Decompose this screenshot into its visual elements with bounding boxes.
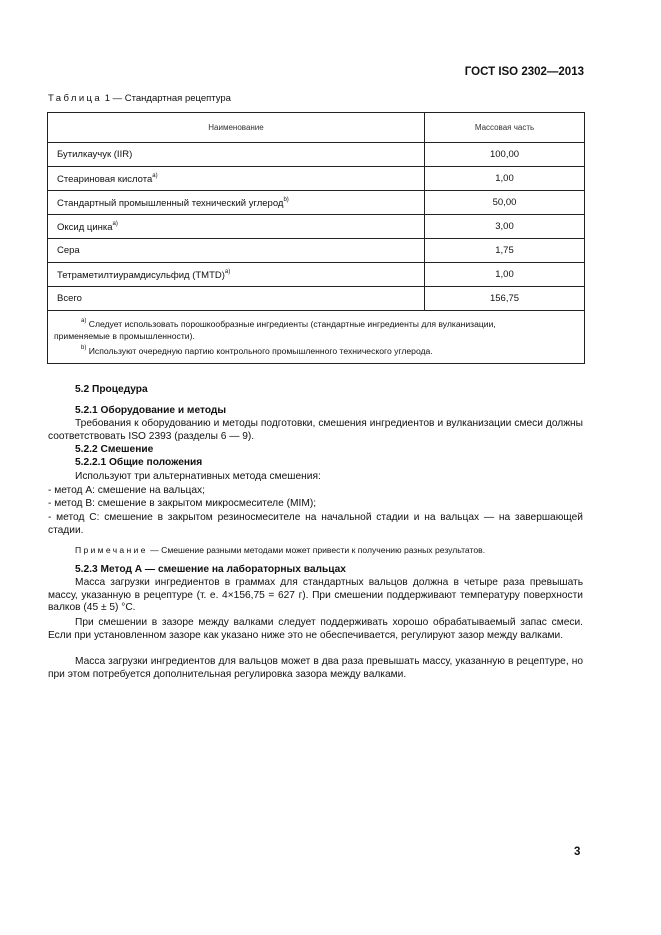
document-code: ГОСТ ISO 2302—2013: [464, 66, 584, 78]
table-footnotes-row: [48, 311, 585, 364]
table-caption-word: Таблица: [48, 93, 103, 104]
recipe-table: [47, 112, 585, 364]
ingredient-mass: 1,00: [425, 167, 585, 191]
footnote-ref: a): [112, 220, 118, 227]
table-row: [48, 215, 585, 239]
ingredient-mass: 50,00: [425, 191, 585, 215]
table-header-row: [48, 113, 585, 143]
heading-5-2-1: 5.2.1 Оборудование и методы: [75, 405, 227, 416]
ingredient-mass: 100,00: [425, 143, 585, 167]
table-row: [48, 191, 585, 215]
note-label: Примечание: [75, 545, 148, 555]
column-header-name: Наименование: [48, 113, 425, 143]
ingredient-label: Оксид цинка: [57, 221, 113, 233]
footnote-b-mark: b): [81, 345, 87, 351]
paragraph-5-2-3-1: Масса загрузки ингредиентов в граммах для стандартных вальцов должна в четыре раза превышать массу, указанную в рецептуре (т. е. 4×156,75 = 627 г). При смешении поддерживают температуру поверхности валков (45 ± 5) °С.: [48, 577, 583, 613]
list-item-method-c: - метод С: смешение в закрытом резиносмесителе на начальной стадии и на вальцах — на завершающей стадии.: [48, 512, 583, 536]
footnote-a-continuation: применяемые в промышленности).: [54, 331, 195, 341]
ingredient-name: [48, 215, 425, 239]
list-item-method-b: - метод В: смешение в закрытом микросмесителе (MIM);: [48, 498, 317, 509]
heading-5-2: 5.2 Процедура: [75, 384, 148, 395]
table-row: [48, 263, 585, 287]
table-caption: [48, 93, 231, 104]
footnote-a: [54, 315, 581, 330]
ingredient-name: [48, 191, 425, 215]
footnote-b-text: Используют очередную партию контрольного промышленного технического углерода.: [86, 346, 433, 356]
footnote-ref: a): [152, 172, 158, 179]
footnote-ref: b): [283, 196, 289, 203]
ingredient-mass: 3,00: [425, 215, 585, 239]
table-row: [48, 143, 585, 167]
total-mass: 156,75: [425, 287, 585, 311]
heading-5-2-2-1: 5.2.2.1 Общие положения: [75, 457, 203, 468]
ingredient-name: [48, 239, 425, 263]
total-label: Всего: [48, 287, 425, 311]
ingredient-label: Стеариновая кислота: [57, 173, 153, 185]
paragraph-5-2-3-3: Масса загрузки ингредиентов для вальцов может в два раза превышать массу, указанную в рецептуре, но при этом потребуется дополнительная регулировка зазора между валками.: [48, 656, 583, 680]
page-number: 3: [574, 846, 581, 858]
ingredient-name: [48, 167, 425, 191]
ingredient-mass: 1,75: [425, 239, 585, 263]
ingredient-name: [48, 263, 425, 287]
footnote-a-mark: a): [81, 318, 87, 324]
ingredient-label: Стандартный промышленный технический углерод: [57, 197, 284, 209]
table-footnotes: [48, 311, 585, 364]
ingredient-mass: 1,00: [425, 263, 585, 287]
ingredient-label: Сера: [57, 245, 80, 256]
column-header-mass: Массовая часть: [425, 113, 585, 143]
ingredient-label: Тетраметилтиурамдисульфид (TMTD): [57, 269, 225, 281]
table-row-total: [48, 287, 585, 311]
note-text: — Смешение разными методами может привести к получению разных результатов.: [147, 545, 486, 555]
table-row: [48, 239, 585, 263]
paragraph-5-2-3-2: При смешении в зазоре между валками следует поддерживать хорошо обрабатываемый запас смеси. Если при установленном зазоре как указано ниже это не обеспечивается, регулируют зазор между валками.: [48, 617, 583, 641]
heading-5-2-3: 5.2.3 Метод А — смешение на лабораторных вальцах: [75, 564, 346, 575]
table-caption-title: 1 — Стандартная рецептура: [102, 93, 231, 104]
table-row: [48, 167, 585, 191]
list-item-method-a: - метод А: смешение на вальцах;: [48, 485, 205, 496]
footnote-b: [54, 342, 581, 357]
paragraph-5-2-1: Требования к оборудованию и методы подготовки, смешения ингредиентов и вулканизации смеси должны соответствовать ISO 2393 (разделы 6 — 9).: [48, 418, 583, 442]
heading-5-2-2: 5.2.2 Смешение: [75, 444, 154, 455]
paragraph-methods-intro: Используют три альтернативных метода смешения:: [75, 471, 321, 482]
ingredient-label: Бутилкаучук (IIR): [57, 149, 133, 160]
footnote-ref: a): [224, 268, 231, 275]
note: [48, 544, 583, 557]
ingredient-name: [48, 143, 425, 167]
footnote-a-text: Следует использовать порошкообразные ингредиенты (стандартные ингредиенты для вулканизации,: [86, 319, 496, 329]
